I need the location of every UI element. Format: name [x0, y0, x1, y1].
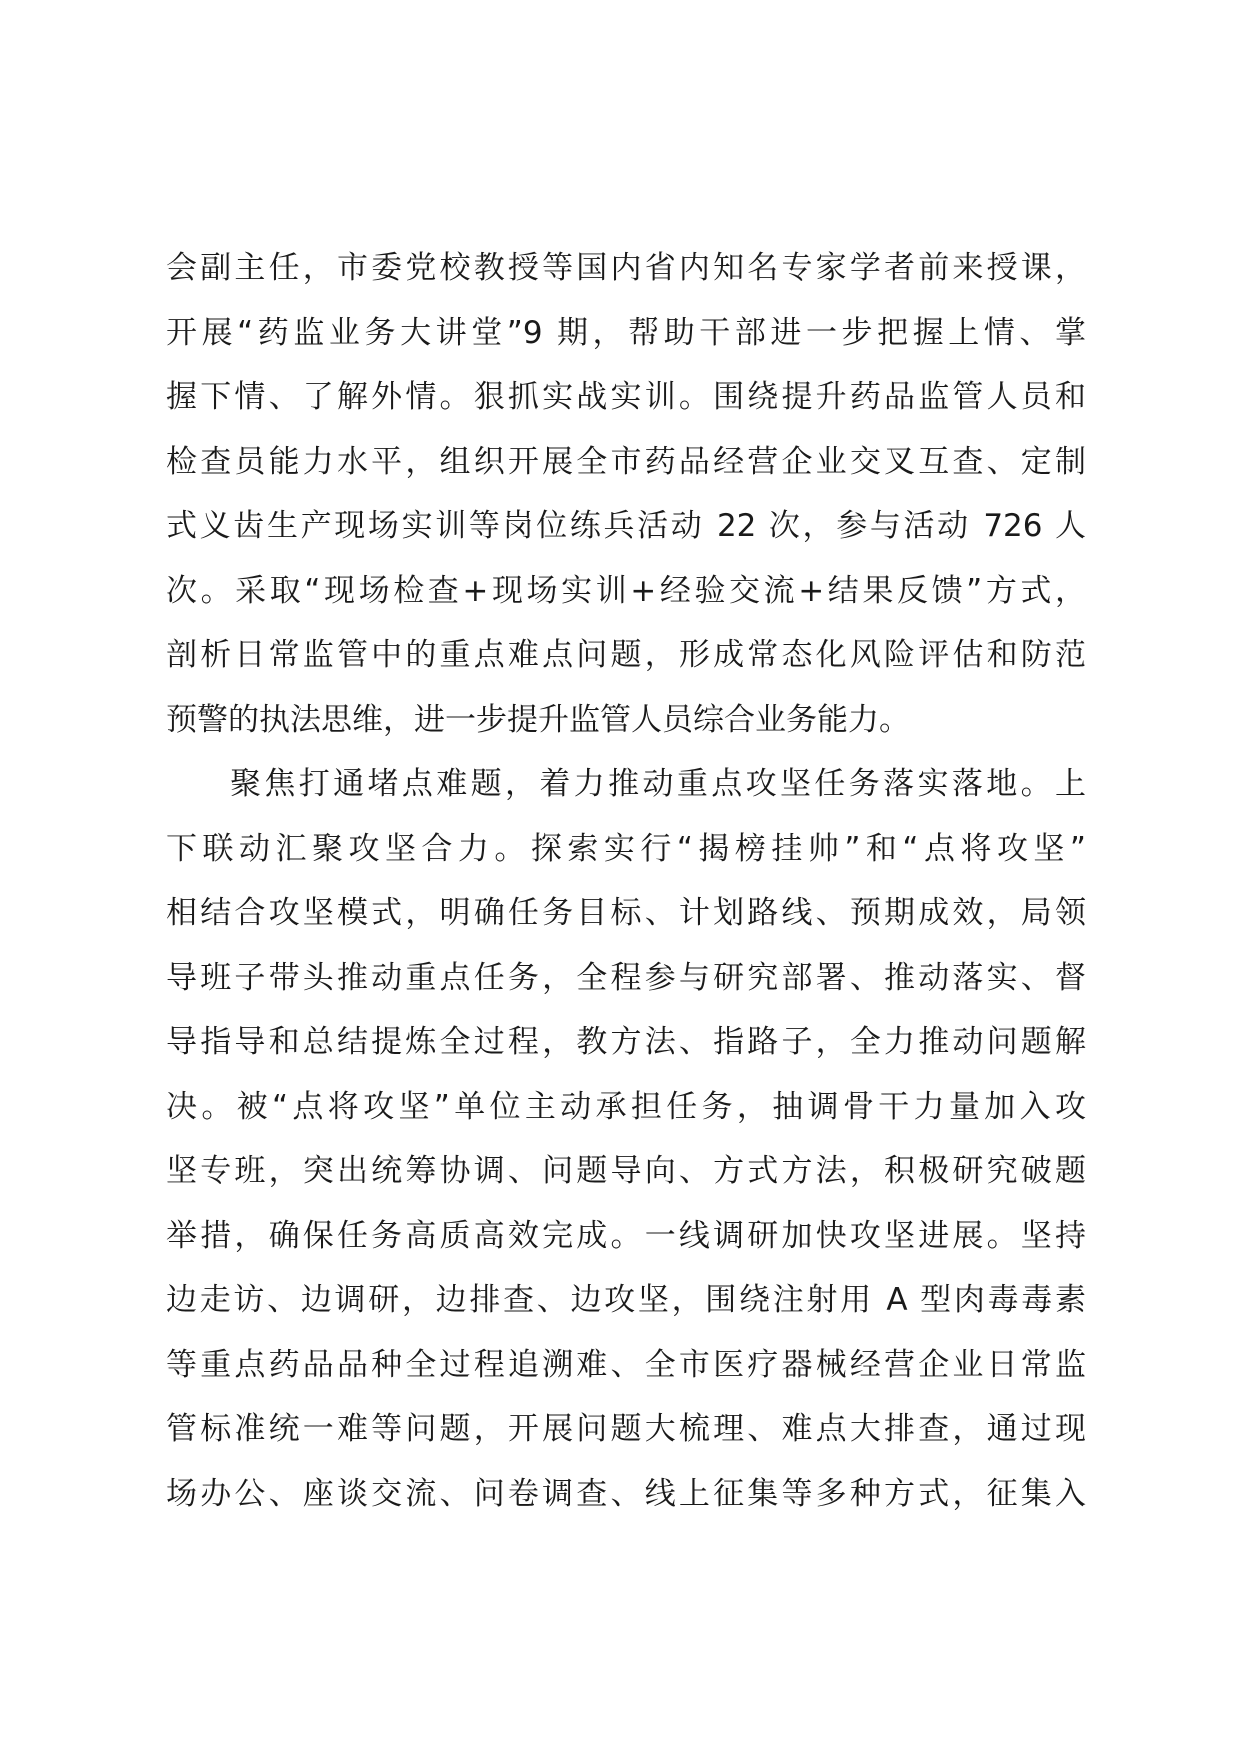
text-line: 坚专班，突出统筹协调、问题导向、方式方法，积极研究破题 [166, 1153, 1086, 1189]
text-line: 导指导和总结提炼全过程，教方法、指路子，全力推动问题解 [166, 1024, 1086, 1060]
text-line: 会副主任，市委党校教授等国内省内知名专家学者前来授课， [166, 250, 1086, 286]
text-line: 等重点药品品种全过程追溯难、全市医疗器械经营企业日常监 [166, 1346, 1086, 1383]
body-text [166, 236, 1086, 1526]
text-line: 握下情、了解外情。狠抓实战实训。围绕提升药品监管人员和 [166, 379, 1086, 415]
text-line: 管标准统一难等问题，开展问题大梳理、难点大排查，通过现 [166, 1411, 1086, 1447]
text-line: 场办公、座谈交流、问卷调查、线上征集等多种方式，征集入 [166, 1475, 1086, 1512]
paragraph-first-line: 聚焦打通堵点难题，着力推动重点攻坚任务落实落地。上 [230, 766, 1086, 802]
text-line: 次。采取“现场检查+现场实训+经验交流+结果反馈”方式， [166, 572, 1086, 609]
text-line: 检查员能力水平，组织开展全市药品经营企业交叉互查、定制 [166, 443, 1086, 480]
text-line: 举措，确保任务高质高效完成。一线调研加快攻坚进展。坚持 [166, 1217, 1086, 1254]
text-line: 开展“药监业务大讲堂”9 期，帮助干部进一步把握上情、掌 [166, 314, 1086, 351]
text-line: 下联动汇聚攻坚合力。探索实行“揭榜挂帅”和“点将攻坚” [166, 830, 1086, 867]
paragraph-end-line: 预警的执法思维，进一步提升监管人员综合业务能力。 [166, 701, 910, 738]
text-line: 决。被“点将攻坚”单位主动承担任务，抽调骨干力量加入攻 [166, 1088, 1086, 1125]
text-line: 边走访、边调研，边排查、边攻坚，围绕注射用 A 型肉毒毒素 [166, 1282, 1086, 1318]
text-line: 式义齿生产现场实训等岗位练兵活动 22 次，参与活动 726 人 [166, 508, 1086, 544]
text-line: 剖析日常监管中的重点难点问题，形成常态化风险评估和防范 [166, 637, 1086, 673]
text-line: 导班子带头推动重点任务，全程参与研究部署、推动落实、督 [166, 959, 1086, 996]
text-line: 相结合攻坚模式，明确任务目标、计划路线、预期成效，局领 [166, 895, 1086, 931]
